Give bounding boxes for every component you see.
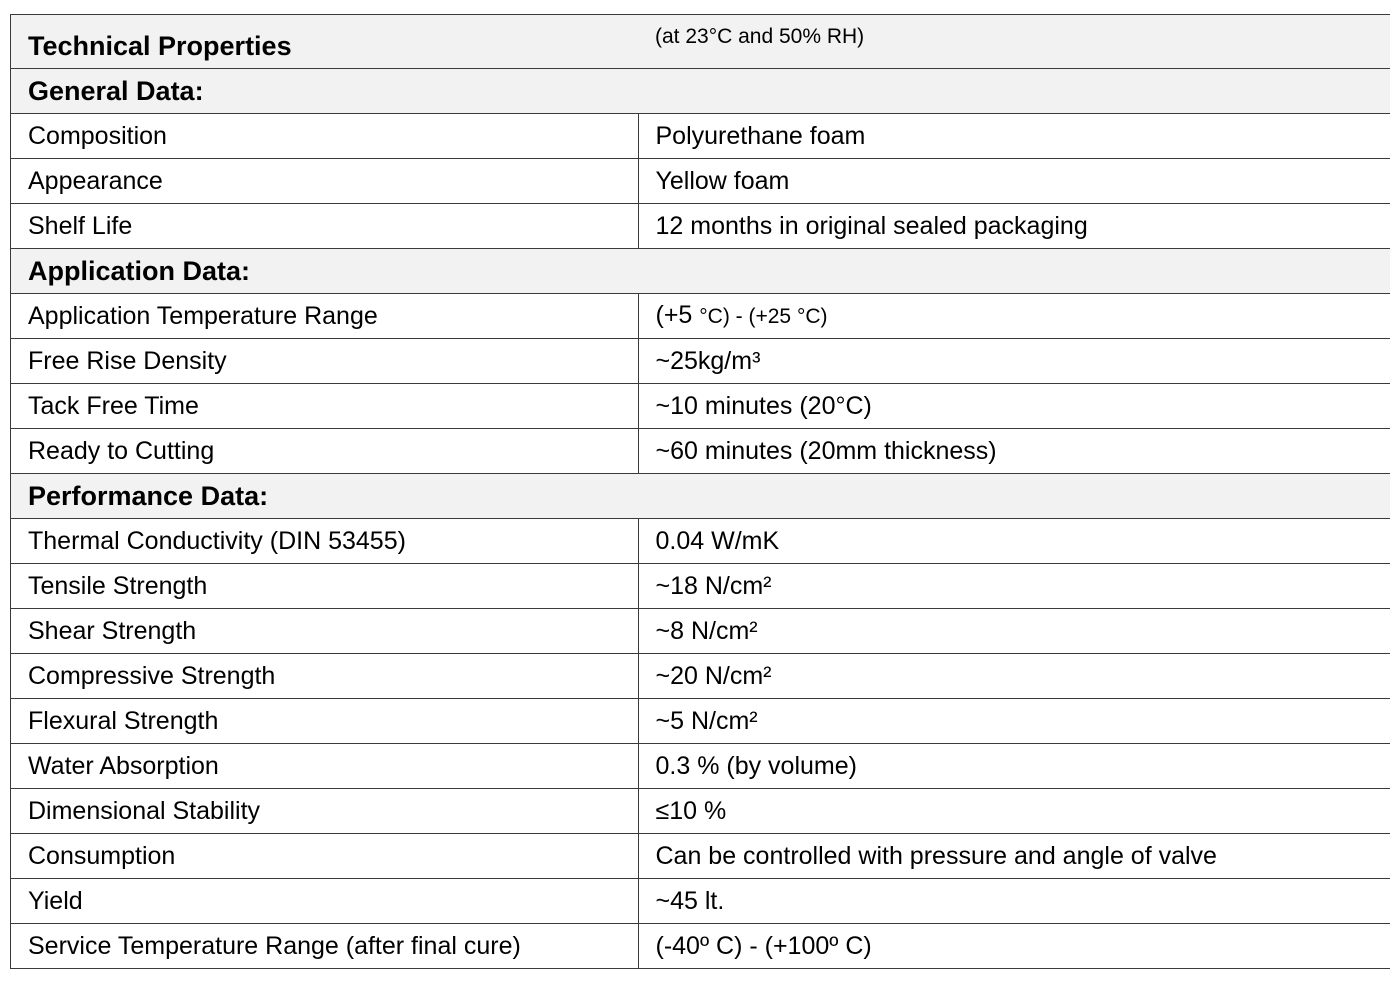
test-conditions: (at 23°C and 50% RH) [638,15,1390,69]
section-heading-general: General Data: [11,69,1390,114]
table-row [11,339,1390,384]
table-row [11,429,1390,474]
section-heading-application: Application Data: [11,249,1390,294]
property-value [638,294,1390,339]
table-row [11,564,1390,609]
property-label: Compressive Strength [11,654,639,699]
table-row [11,834,1390,879]
property-label: Free Rise Density [11,339,639,384]
property-label: Appearance [11,159,639,204]
table-row [11,699,1390,744]
property-value: ~8 N/cm² [638,609,1390,654]
table-row [11,744,1390,789]
property-value: ≤10 % [638,789,1390,834]
property-value: Polyurethane foam [638,114,1390,159]
table-row [11,789,1390,834]
property-value: ~20 N/cm² [638,654,1390,699]
property-value: 12 months in original sealed packaging [638,204,1390,249]
table-title: Technical Properties [11,15,639,69]
table-row [11,609,1390,654]
table-row [11,294,1390,339]
property-label: Application Temperature Range [11,294,639,339]
property-value: ~60 minutes (20mm thickness) [638,429,1390,474]
property-label: Consumption [11,834,639,879]
property-value: ~10 minutes (20°C) [638,384,1390,429]
section-row-application [11,249,1390,294]
table-row [11,204,1390,249]
property-label: Dimensional Stability [11,789,639,834]
table-row [11,114,1390,159]
property-label: Service Temperature Range (after final cure) [11,924,639,969]
value-part: (+5 [655,301,700,329]
table-row [11,159,1390,204]
property-value: Can be controlled with pressure and angle of valve [638,834,1390,879]
section-heading-performance: Performance Data: [11,474,1390,519]
property-value: (-40º C) - (+100º C) [638,924,1390,969]
title-row [11,15,1390,69]
property-label: Composition [11,114,639,159]
property-label: Shear Strength [11,609,639,654]
property-label: Water Absorption [11,744,639,789]
property-label: Shelf Life [11,204,639,249]
table-row [11,924,1390,969]
value-part: °C) - (+25 °C) [699,305,828,328]
property-value: ~5 N/cm² [638,699,1390,744]
table-row [11,654,1390,699]
technical-properties-table [10,14,1390,969]
table-row [11,384,1390,429]
property-label: Thermal Conductivity (DIN 53455) [11,519,639,564]
property-label: Tensile Strength [11,564,639,609]
property-value: ~25kg/m³ [638,339,1390,384]
table-row [11,519,1390,564]
property-value: Yellow foam [638,159,1390,204]
property-value: ~18 N/cm² [638,564,1390,609]
property-label: Flexural Strength [11,699,639,744]
property-value: 0.04 W/mK [638,519,1390,564]
property-label: Ready to Cutting [11,429,639,474]
table-row [11,879,1390,924]
property-label: Tack Free Time [11,384,639,429]
section-row-performance [11,474,1390,519]
property-label: Yield [11,879,639,924]
property-value: 0.3 % (by volume) [638,744,1390,789]
property-value: ~45 lt. [638,879,1390,924]
section-row-general [11,69,1390,114]
